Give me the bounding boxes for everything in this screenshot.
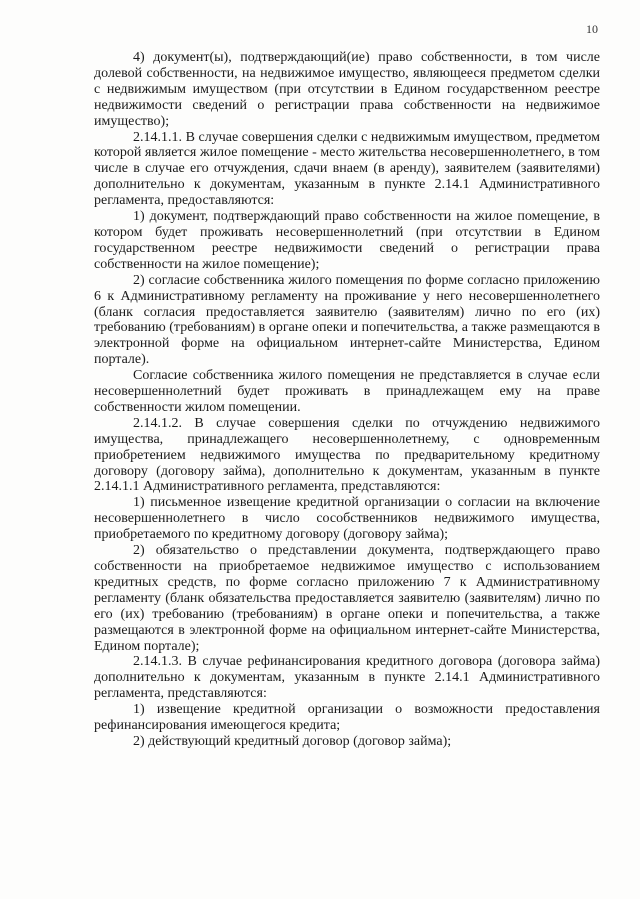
paragraph: 1) письменное извещение кредитной организации о согласии на включение несовершеннолетнего в число сособственников недвижимого имущества, приобретаемого по кредитному договору (договору займа);: [94, 495, 600, 543]
paragraph: 2.14.1.3. В случае рефинансирования кредитного договора (договора займа) дополнительно к документам, указанным в пункте 2.14.1 Административного регламента, представляются:: [94, 654, 600, 702]
paragraph: 2.14.1.1. В случае совершения сделки с недвижимым имуществом, предметом которой является жилое помещение - место жительства несовершеннолетнего, в том числе в случае его отчуждения, сдачи внаем (в аренду), заявителем (заявителями) дополнительно к документам, указанным в пункте 2.14.1 Административного регламента, предоставляются:: [94, 129, 600, 209]
paragraph: 2.14.1.2. В случае совершения сделки по отчуждению недвижимого имущества, принадлежащего несовершеннолетнему, с одновременным приобретением недвижимого имущества по предварительному кредитному договору (договору займа), дополнительно к документам, указанным в пункте 2.14.1.1 Административного регламента, представляются:: [94, 415, 600, 495]
paragraph: 2) действующий кредитный договор (договор займа);: [133, 733, 452, 749]
paragraph: 2) согласие собственника жилого помещения по форме согласно приложению 6 к Административному регламенту на проживание у него несовершеннолетнего (бланк согласия предоставляется заявителю (заявителям) лично по его (их) требованию (требованиям) в органе опеки и попечительства, а также размещаются в электронной форме на официальном интернет-сайте Министерства, Едином портале).: [94, 272, 600, 368]
page-number: 10: [586, 22, 598, 36]
paragraph: 1) документ, подтверждающий право собственности на жилое помещение, в котором будет проживать несовершеннолетний (при отсутствии в Едином государственном реестре недвижимости сведений о регистрации права собственности на жилое помещение);: [94, 209, 600, 272]
paragraph: Согласие собственника жилого помещения не представляется в случае если несовершеннолетний будет проживать в принадлежащем ему на праве собственности жилом помещении.: [94, 368, 600, 415]
paragraph: 1) извещение кредитной организации о возможности предоставления рефинансирования имеющегося кредита;: [94, 702, 600, 734]
paragraph: 2) обязательство о представлении документа, подтверждающего право собственности на приобретаемое недвижимое имущество с использованием кредитных средств, по форме согласно приложению 7 к Административному регламенту (бланк обязательства предоставляется заявителю (заявителям) лично по его (их) требованию (требованиям) в органе опеки и попечительства, а также размещаются в электронной форме на официальном интернет-сайте Министерства, Едином портале);: [94, 543, 600, 654]
paragraph: 4) документ(ы), подтверждающий(ие) право собственности, в том числе долевой собственности, на недвижимое имущество, являющееся предметом сделки с недвижимым имуществом (при отсутствии в Едином государственном реестре недвижимости сведений о регистрации права собственности на недвижимое имущество);: [94, 50, 600, 129]
document-body: [94, 50, 600, 750]
